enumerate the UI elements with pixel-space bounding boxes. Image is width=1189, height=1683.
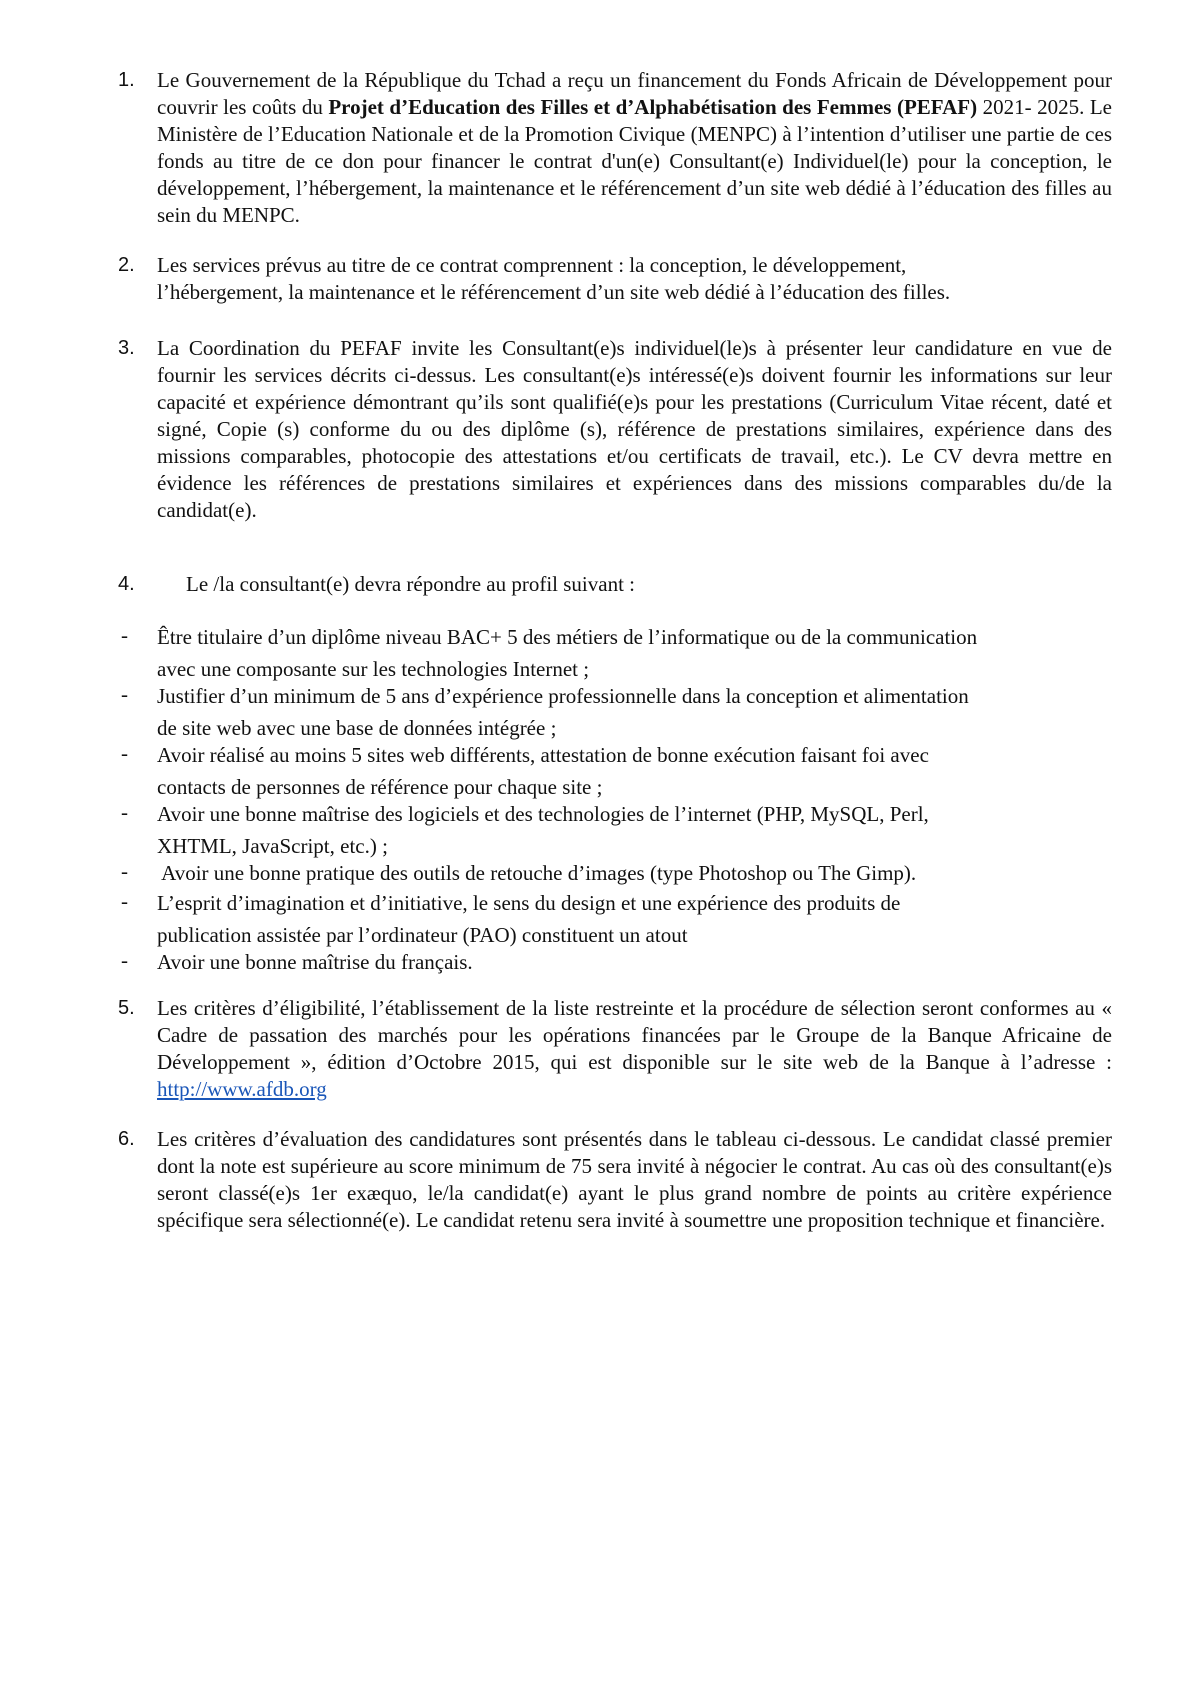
item-1-paragraph — [157, 67, 1112, 229]
bullet-item-7: Avoir une bonne maîtrise du français. — [157, 950, 473, 974]
item-1-project-name: Projet d’Education des Filles et d’Alphabétisation des Femmes (PEFAF) — [328, 95, 978, 119]
bullet-item-5: Avoir une bonne pratique des outils de retouche d’images (type Photoshop ou The Gimp). — [157, 861, 917, 885]
item-3-paragraph: La Coordination du PEFAF invite les Consultant(e)s individuel(le)s à présenter leur candidature en vue de fournir les services décrits ci-dessus. Les consultant(e)s intéressé(e)s doivent fournir les informations sur leur capacité et expérience démontrant qu’ils sont qualifié(e)s pour les prestations (Curriculum Vitae récent, daté et signé, Copie (s) conforme du ou des diplôme (s), référence de prestations similaires, expérience dans des missions comparables, photocopie des attestations et/ou certificats de travail, etc.). Le CV devra mettre en évidence les références de prestations similaires et expériences dans des missions comparables du/de la candidat(e). — [157, 336, 1112, 522]
item-1-number: 1. — [118, 69, 135, 91]
bullet-2-line-1: Justifier d’un minimum de 5 ans d’expérience professionnelle dans la conception et alimentation — [157, 684, 969, 708]
item-5-paragraph — [157, 995, 1112, 1103]
bullet-6-line-1: L’esprit d’imagination et d’initiative, le sens du design et une expérience des produits de — [157, 891, 901, 915]
bullet-3-line-2: contacts de personnes de référence pour chaque site ; — [157, 774, 603, 799]
bullet-dash: - — [121, 623, 128, 647]
bullet-dash: - — [121, 682, 128, 706]
bullet-item-4 — [157, 799, 1112, 862]
item-5-text: Les critères d’éligibilité, l’établissement de la liste restreinte et la procédure de sélection seront conformes au « Cadre de passation des marchés pour les opérations financées par le Groupe de la Banque Africaine de Développement », édition d’Octobre 2015, qui est disponible sur le site web de la Banque à l’adresse : — [157, 996, 1112, 1074]
item-2-line-2: l’hébergement, la maintenance et le référencement d’un site web dédié à l’éducation des filles. — [157, 280, 951, 304]
item-6-paragraph: Les critères d’évaluation des candidatures sont présentés dans le tableau ci-dessous. Le candidat classé premier dont la note est supérieure au score minimum de 75 sera invité à négocier le contrat. Au cas où des consultant(e)s seront classé(e)s 1er exæquo, le/la candidat(e) ayant le plus grand nombre de points au critère expérience spécifique sera sélectionné(e). Le candidat retenu sera invité à soumettre une proposition technique et financière. — [157, 1127, 1112, 1232]
item-6-number: 6. — [118, 1128, 135, 1150]
item-2-number: 2. — [118, 254, 135, 276]
bullet-dash: - — [121, 859, 128, 883]
item-4-paragraph: Le /la consultant(e) devra répondre au profil suivant : — [186, 572, 635, 596]
bullet-4-line-1: Avoir une bonne maîtrise des logiciels et des technologies de l’internet (PHP, MySQL, Perl, — [157, 802, 929, 826]
item-1-text-end: 2021- 2025. Le Ministère de l’Education Nationale et de la Promotion Civique (MENPC) à l’intention d’utiliser une partie de ces fonds au titre de ce don pour financer le contrat d'un(e) Consultant(e) Individuel(le) pour la conception, le développement, l’hébergement, la maintenance et le référencement d’un site web dédié à l’éducation des filles au sein du MENPC. — [157, 95, 1112, 227]
bullet-4-line-2: XHTML, JavaScript, etc.) ; — [157, 833, 388, 858]
bullet-2-line-2: de site web avec une base de données intégrée ; — [157, 715, 557, 740]
item-1-text-start: Le Gouvernement de la République du Tchad a reçu un financement du Fonds Africain de Développement pour couvrir les coûts du — [157, 68, 1112, 119]
item-4-number: 4. — [118, 573, 135, 595]
item-5-number: 5. — [118, 997, 135, 1019]
bullet-dash: - — [121, 948, 128, 972]
bullet-3-line-1: Avoir réalisé au moins 5 sites web différents, attestation de bonne exécution faisant foi avec — [157, 743, 929, 767]
bullet-dash: - — [121, 741, 128, 765]
item-2-line-1: Les services prévus au titre de ce contrat comprennent : la conception, le développement, — [157, 253, 907, 277]
item-2-paragraph — [157, 252, 1112, 306]
bullet-item-3 — [157, 740, 1112, 803]
bullet-item-1 — [157, 622, 1112, 685]
item-3-number: 3. — [118, 337, 135, 359]
bullet-item-6 — [157, 888, 1112, 951]
bullet-1-line-1: Être titulaire d’un diplôme niveau BAC+ 5 des métiers de l’informatique ou de la communication — [157, 625, 978, 649]
bullet-item-2 — [157, 681, 1112, 744]
bullet-dash: - — [121, 889, 128, 913]
bullet-6-line-2: publication assistée par l’ordinateur (PAO) constituent un atout — [157, 922, 688, 947]
afdb-website-link[interactable]: http://www.afdb.org — [157, 1077, 327, 1101]
bullet-dash: - — [121, 800, 128, 824]
bullet-1-line-2: avec une composante sur les technologies Internet ; — [157, 656, 590, 681]
